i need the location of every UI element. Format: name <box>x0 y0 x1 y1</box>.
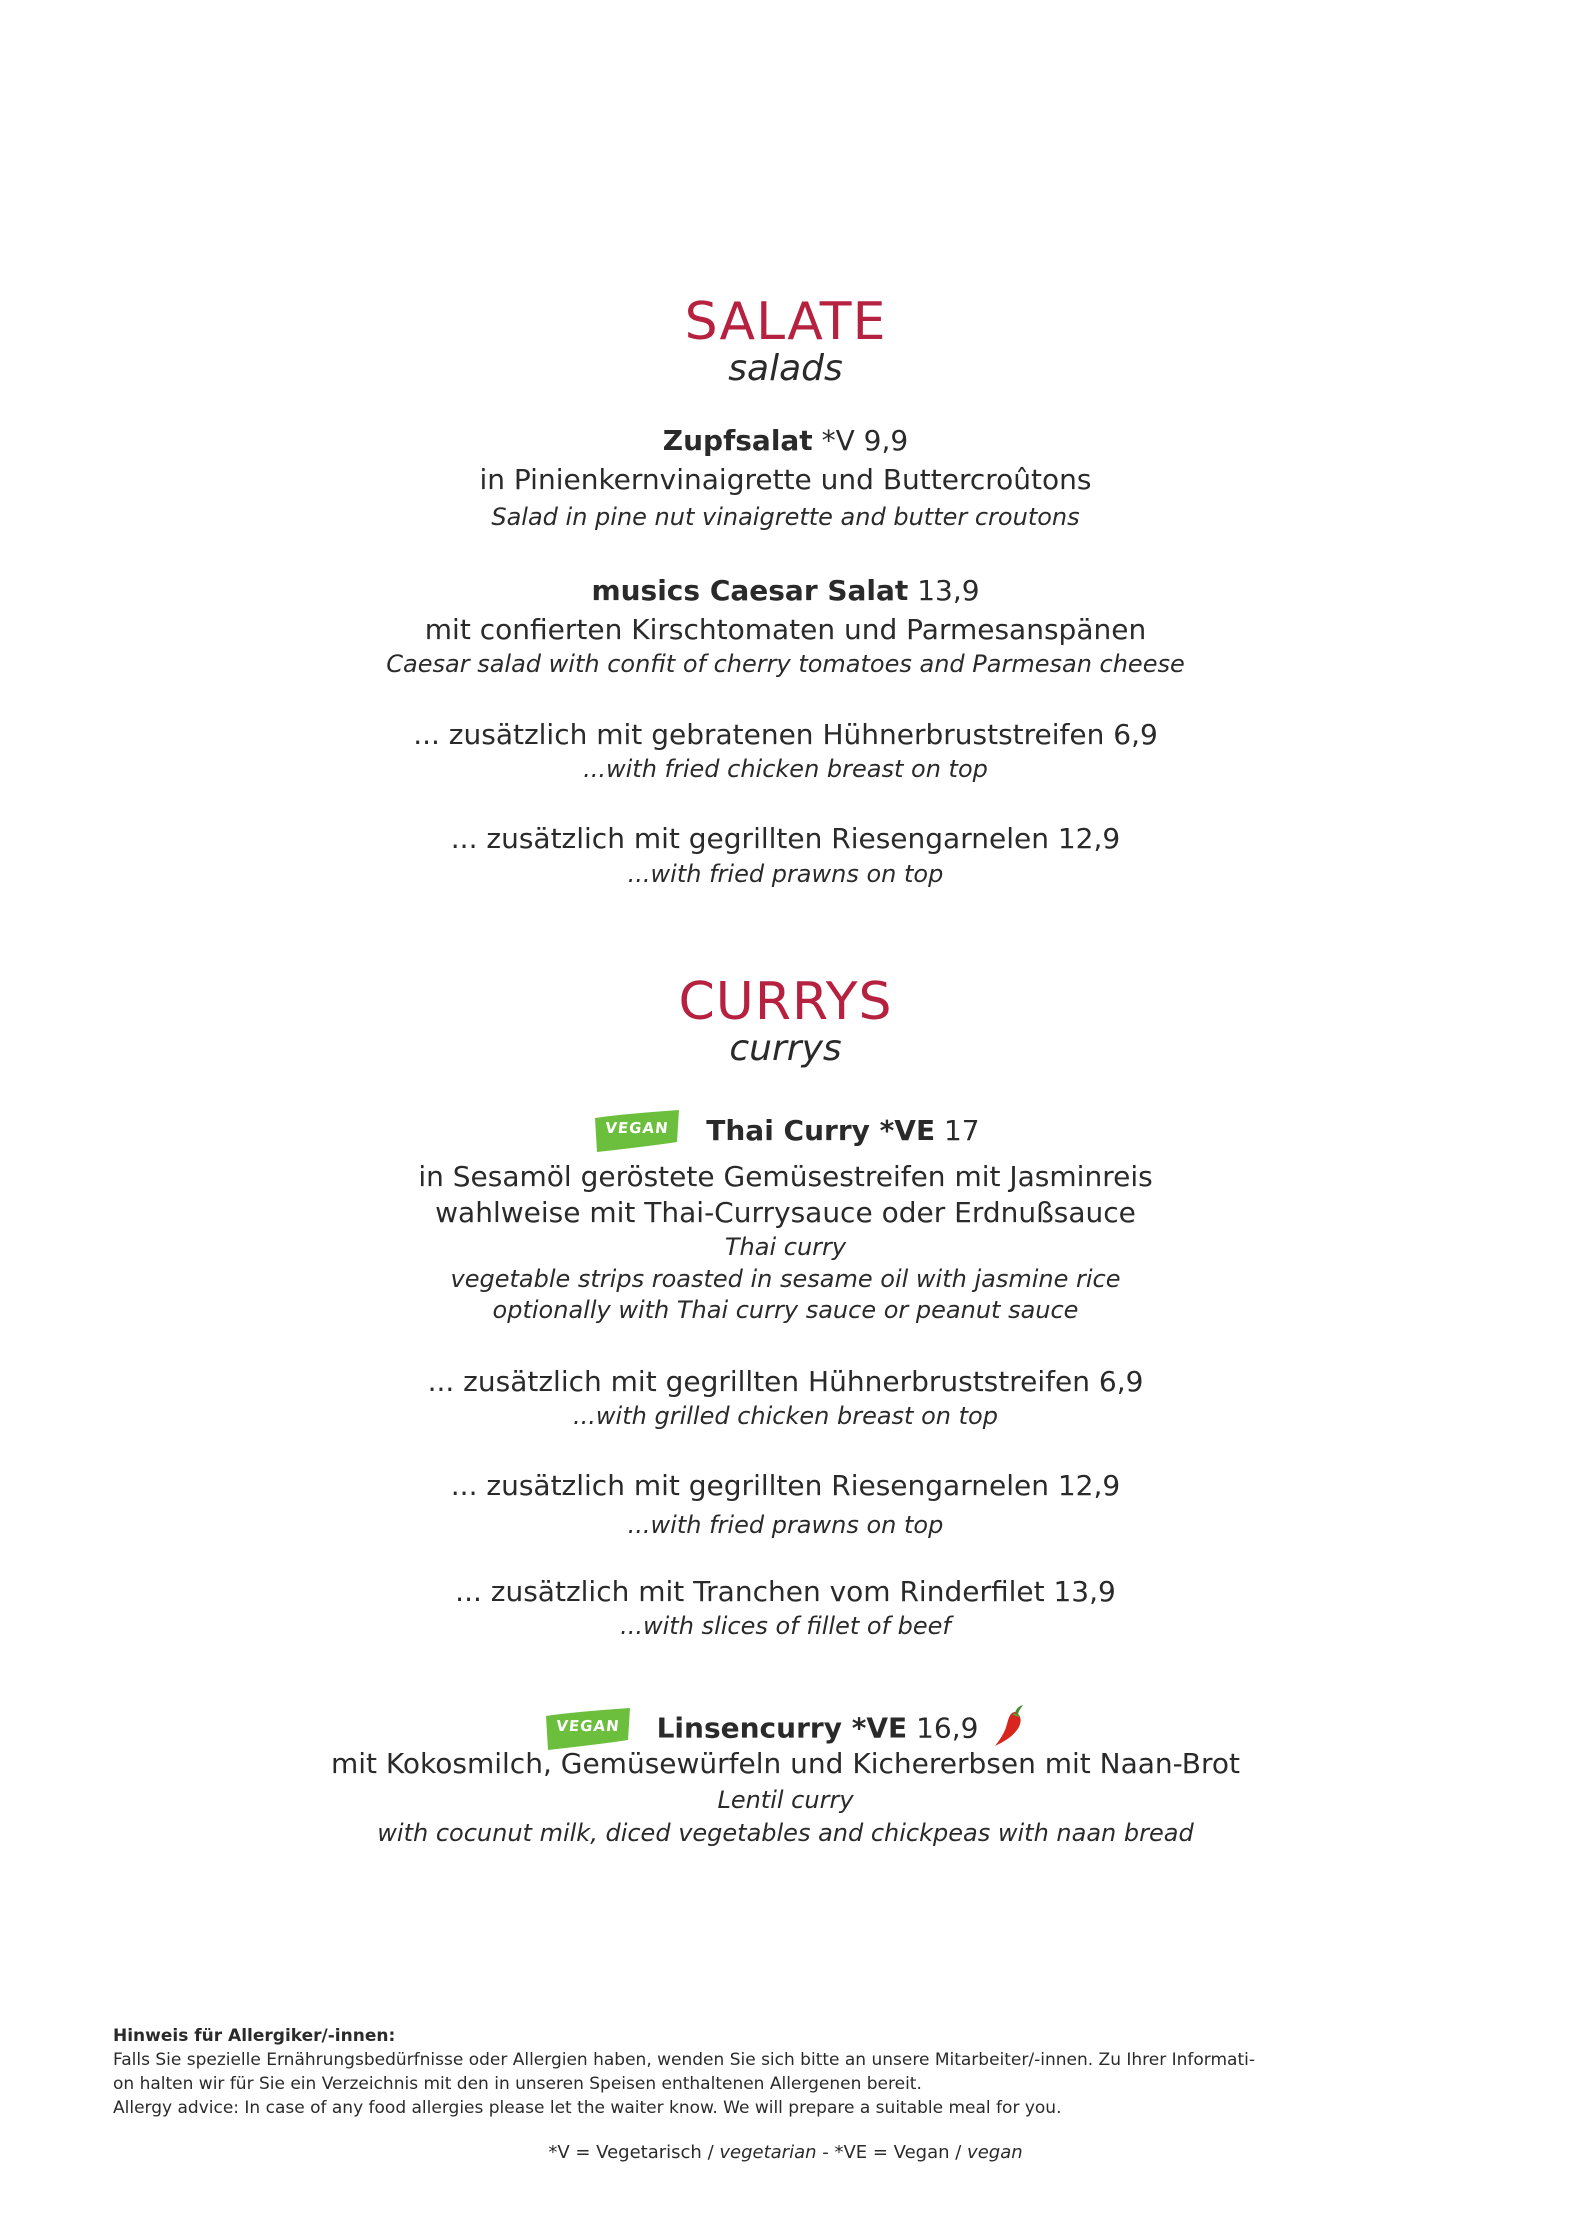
allergy-text-1: Falls Sie spezielle Ernährungsbedürfnisse oder Allergien haben, wenden Sie sich bitte an unsere Mitarbeiter/-innen. Zu Ihrer Informati- <box>113 2050 1255 2070</box>
addon-prawns-en: ...with fried prawns on top <box>627 860 944 888</box>
item-desc-de-1: in Sesamöl geröstete Gemüsestreifen mit Jasminreis <box>418 1160 1153 1193</box>
addon-chicken-de: ... zusätzlich mit gebratenen Hühnerbruststreifen 6,9 <box>413 718 1158 751</box>
item-desc-de-2: wahlweise mit Thai-Currysauce oder Erdnußsauce <box>435 1196 1136 1229</box>
item-name-en: Lentil curry <box>717 1786 854 1814</box>
item-name: Linsencurry *VE <box>656 1711 908 1745</box>
addon-prawns-de: ... zusätzlich mit gegrillten Riesengarnelen 12,9 <box>450 1469 1121 1502</box>
item-tag: *V <box>821 424 855 457</box>
item-name-en: Thai curry <box>724 1233 847 1261</box>
item-desc-en-2: optionally with Thai curry sauce or peanut sauce <box>492 1296 1079 1324</box>
legend-v: *V = Vegetarisch / <box>548 2142 720 2163</box>
vegan-badge-label: VEGAN <box>604 1119 670 1137</box>
legend-sep: - <box>816 2142 835 2163</box>
legend-ve: *VE = Vegan / <box>834 2142 968 2163</box>
addon-beef-en: ...with slices of fillet of beef <box>620 1612 951 1640</box>
section-subtitle-currys: currys <box>729 1028 842 1069</box>
item-price: 16,9 <box>916 1711 979 1745</box>
vegan-badge <box>591 1110 683 1154</box>
item-desc-de: in Pinienkernvinaigrette und Buttercroûtons <box>479 463 1092 496</box>
legend-v-en: vegetarian <box>719 2142 817 2163</box>
legend-line <box>0 2142 1571 2163</box>
allergy-heading: Hinweis für Allergiker/-innen: <box>113 2026 396 2046</box>
item-desc-de: mit confierten Kirschtomaten und Parmesanspänen <box>424 613 1147 646</box>
section-title-salate: SALATE <box>684 292 887 352</box>
item-desc-en: with cocunut milk, diced vegetables and chickpeas with naan bread <box>377 1819 1194 1847</box>
item-desc-en: Caesar salad with confit of cherry tomatoes and Parmesan cheese <box>386 650 1185 678</box>
addon-beef-de: ... zusätzlich mit Tranchen vom Rinderfilet 13,9 <box>455 1575 1116 1608</box>
addon-chicken-de: ... zusätzlich mit gegrillten Hühnerbruststreifen 6,9 <box>427 1365 1144 1398</box>
vegan-badge <box>542 1708 634 1752</box>
allergy-text-3: Allergy advice: In case of any food allergies please let the waiter know. We will prepare a suitable meal for you. <box>113 2098 1062 2118</box>
item-desc-en: Salad in pine nut vinaigrette and butter croutons <box>491 503 1080 531</box>
addon-chicken-en: ...with grilled chicken breast on top <box>573 1402 998 1430</box>
item-name: Zupfsalat <box>662 424 813 457</box>
section-subtitle-salads: salads <box>728 348 843 389</box>
vegan-badge-label: VEGAN <box>555 1716 621 1735</box>
legend-ve-en: vegan <box>967 2142 1023 2163</box>
item-caesar-title <box>0 574 1571 607</box>
allergy-text-2: on halten wir für Sie ein Verzeichnis mit den in unseren Speisen enthaltenen Allergenen bereit. <box>113 2074 922 2094</box>
item-zupfsalat-title <box>0 424 1571 457</box>
item-price: 13,9 <box>917 574 980 607</box>
item-desc-de: mit Kokosmilch, Gemüsewürfeln und Kichererbsen mit Naan-Brot <box>331 1747 1240 1780</box>
item-thai-curry-title <box>0 1110 1571 1160</box>
item-name: Thai Curry *VE <box>706 1114 936 1147</box>
item-price: 17 <box>943 1114 980 1147</box>
section-title-currys: CURRYS <box>678 972 893 1032</box>
item-name: musics Caesar Salat <box>591 574 909 607</box>
addon-prawns-de: ... zusätzlich mit gegrillten Riesengarnelen 12,9 <box>450 822 1121 855</box>
addon-prawns-en: ...with fried prawns on top <box>627 1511 944 1539</box>
allergy-notice <box>113 2024 1353 2120</box>
addon-chicken-en: ...with fried chicken breast on top <box>583 755 988 783</box>
item-price: 9,9 <box>863 424 909 457</box>
item-desc-en-1: vegetable strips roasted in sesame oil with jasmine rice <box>450 1265 1121 1293</box>
